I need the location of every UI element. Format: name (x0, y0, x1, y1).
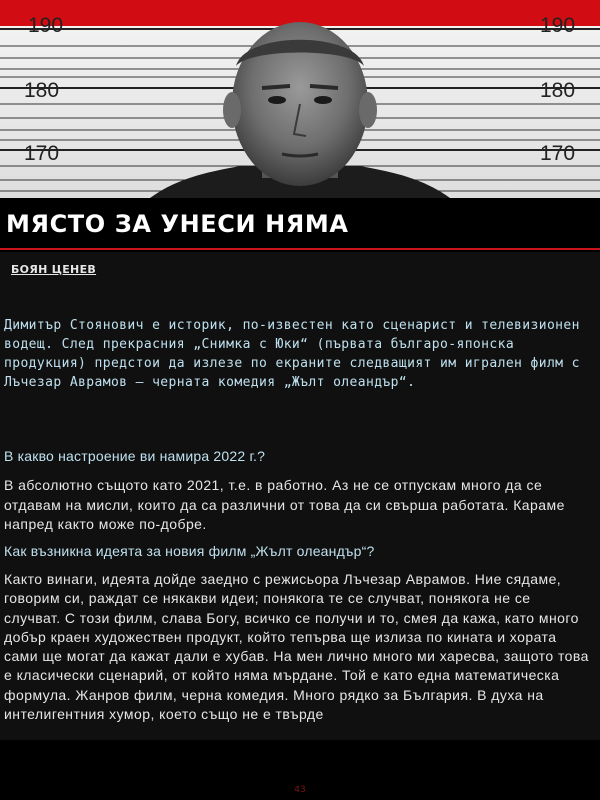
scale-right-190: 190 (540, 14, 576, 37)
article-title: МЯСТО ЗА УНЕСИ НЯМА (6, 210, 349, 238)
lead-paragraph: Димитър Стоянович е историк, по-известен като сценарист и телевизионен водещ. След прекрасния „Снимка с Юки“ (първата българо-японска продукция) предстои да излезе по екраните следващият им игрален филм с Лъчезар Аврамов – черната комедия „Жълт олеандър“. (4, 318, 580, 390)
page-footer (0, 740, 600, 800)
answer-1: В абсолютно същото като 2021, т.е. в работно. Аз не се отпускам много да се отдавам на мисли, които да са различни от това да си свърша работата. Караме напред както може по-добре. (4, 477, 565, 532)
question-1: В какво настроение ви намира 2022 г.? (4, 448, 266, 464)
title-band (0, 198, 600, 250)
scale-right-170: 170 (540, 142, 576, 165)
article-body (0, 252, 600, 740)
hero-mugshot-photo (0, 14, 600, 198)
question-2: Как възникна идеята за новия филм „Жълт олеандър“? (4, 543, 375, 559)
author-name: БОЯН ЦЕНЕВ (11, 263, 97, 276)
scale-left-180: 180 (24, 79, 60, 102)
scale-left-190: 190 (28, 14, 64, 37)
answer-2: Както винаги, идеята дойде заедно с режисьора Лъчезар Аврамов. Ние сядаме, говорим си, раждат се някакви идеи; понякога те се случват, понякога не се случват. С този филм, слава Богу, всичко се получи и то, смея да кажа, като много добър краен художествен продукт, който тепърва ще излиза по кината и хората сами ще могат да кажат дали е хубав. На мен лично много ми харесва, защото това е класически сценарий, от който няма мърдане. Той е като една математическа формула. Жанров филм, черна комедия. Много рядко за България. В духа на интелигентния хумор, което също не е твърде (4, 571, 589, 723)
scale-left-170: 170 (24, 142, 60, 165)
page-number: 43 (294, 785, 306, 795)
scale-right-180: 180 (540, 79, 576, 102)
